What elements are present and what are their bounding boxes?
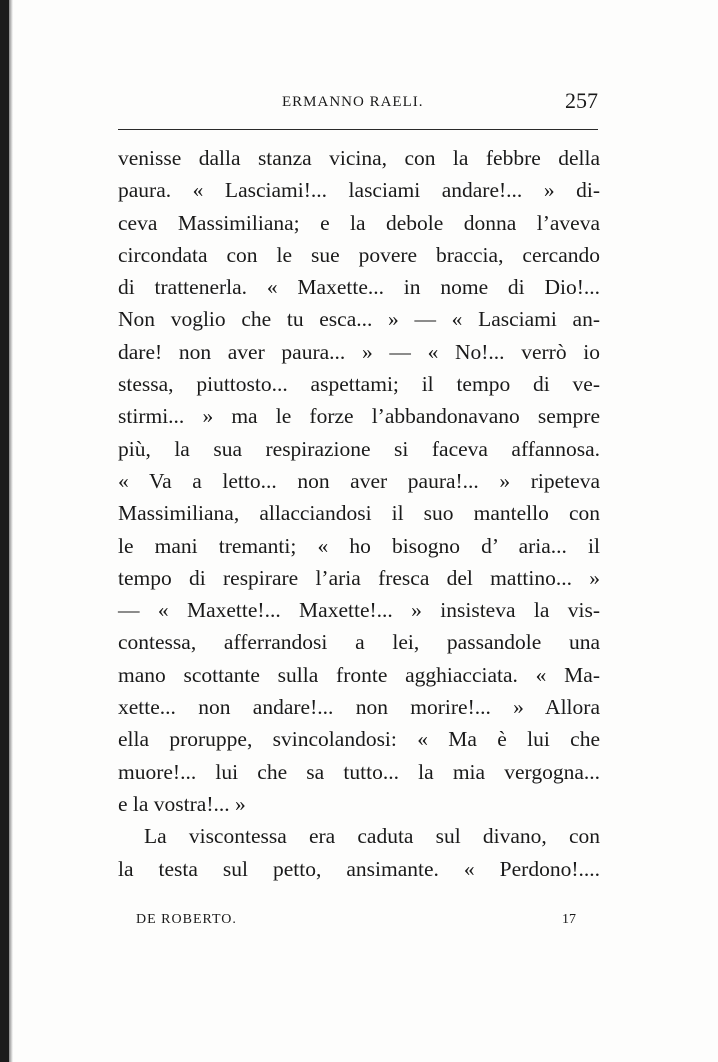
text-line: più, la sua respirazione si faceva affannosa. xyxy=(118,436,600,461)
text-line: contessa, afferrandosi a lei, passandole una xyxy=(118,630,600,655)
signature-footer xyxy=(136,912,576,936)
text-line: ceva Massimiliana; e la debole donna l’aveva xyxy=(118,210,600,235)
text-line: — « Maxette!... Maxette!... » insisteva la vis- xyxy=(118,598,600,623)
text-line: dare! non aver paura... » — « No!... verrò io xyxy=(118,339,600,364)
text-line: circondata con le sue povere braccia, cercando xyxy=(118,242,600,267)
page-binding-shadow xyxy=(9,0,13,1062)
page-binding-edge xyxy=(0,0,9,1062)
text-line: tempo di respirare l’aria fresca del mattino... » xyxy=(118,565,600,590)
text-line: la testa sul petto, ansimante. « Perdono!.... xyxy=(118,856,600,881)
text-line: mano scottante sulla fronte agghiacciata. « Ma- xyxy=(118,662,600,687)
page-number: 257 xyxy=(565,88,598,113)
signature-number: 17 xyxy=(562,912,576,927)
text-line: venisse dalla stanza vicina, con la febbre della xyxy=(118,146,600,170)
page-header xyxy=(118,88,598,118)
text-line: ella proruppe, svincolandosi: « Ma è lui che xyxy=(118,727,600,752)
header-rule xyxy=(118,129,598,130)
text-line: stessa, piuttosto... aspettami; il tempo di ve- xyxy=(118,372,600,397)
text-line: Non voglio che tu esca... » — « Lasciami an- xyxy=(118,307,600,332)
text-line: di trattenerla. « Maxette... in nome di Dio!... xyxy=(118,275,600,300)
author-signature: DE ROBERTO. xyxy=(136,912,237,927)
text-line: muore!... lui che sa tutto... la mia vergogna... xyxy=(118,759,600,784)
text-line: paura. « Lasciami!... lasciami andare!... » di- xyxy=(118,178,600,203)
paragraph-start-line: La viscontessa era caduta sul divano, con xyxy=(144,824,600,849)
paragraph-end-line: e la vostra!... » xyxy=(118,791,246,816)
running-title: ERMANNO RAELI. xyxy=(282,94,424,110)
text-line: stirmi... » ma le forze l’abbandonavano sempre xyxy=(118,404,600,429)
text-line: « Va a letto... non aver paura!... » ripeteva xyxy=(118,468,600,493)
body-text xyxy=(118,142,600,885)
text-line: xette... non andare!... non morire!... » Allora xyxy=(118,695,600,720)
text-line: Massimiliana, allacciandosi il suo mantello con xyxy=(118,501,600,526)
text-line: le mani tremanti; « ho bisogno d’ aria... il xyxy=(118,533,600,558)
